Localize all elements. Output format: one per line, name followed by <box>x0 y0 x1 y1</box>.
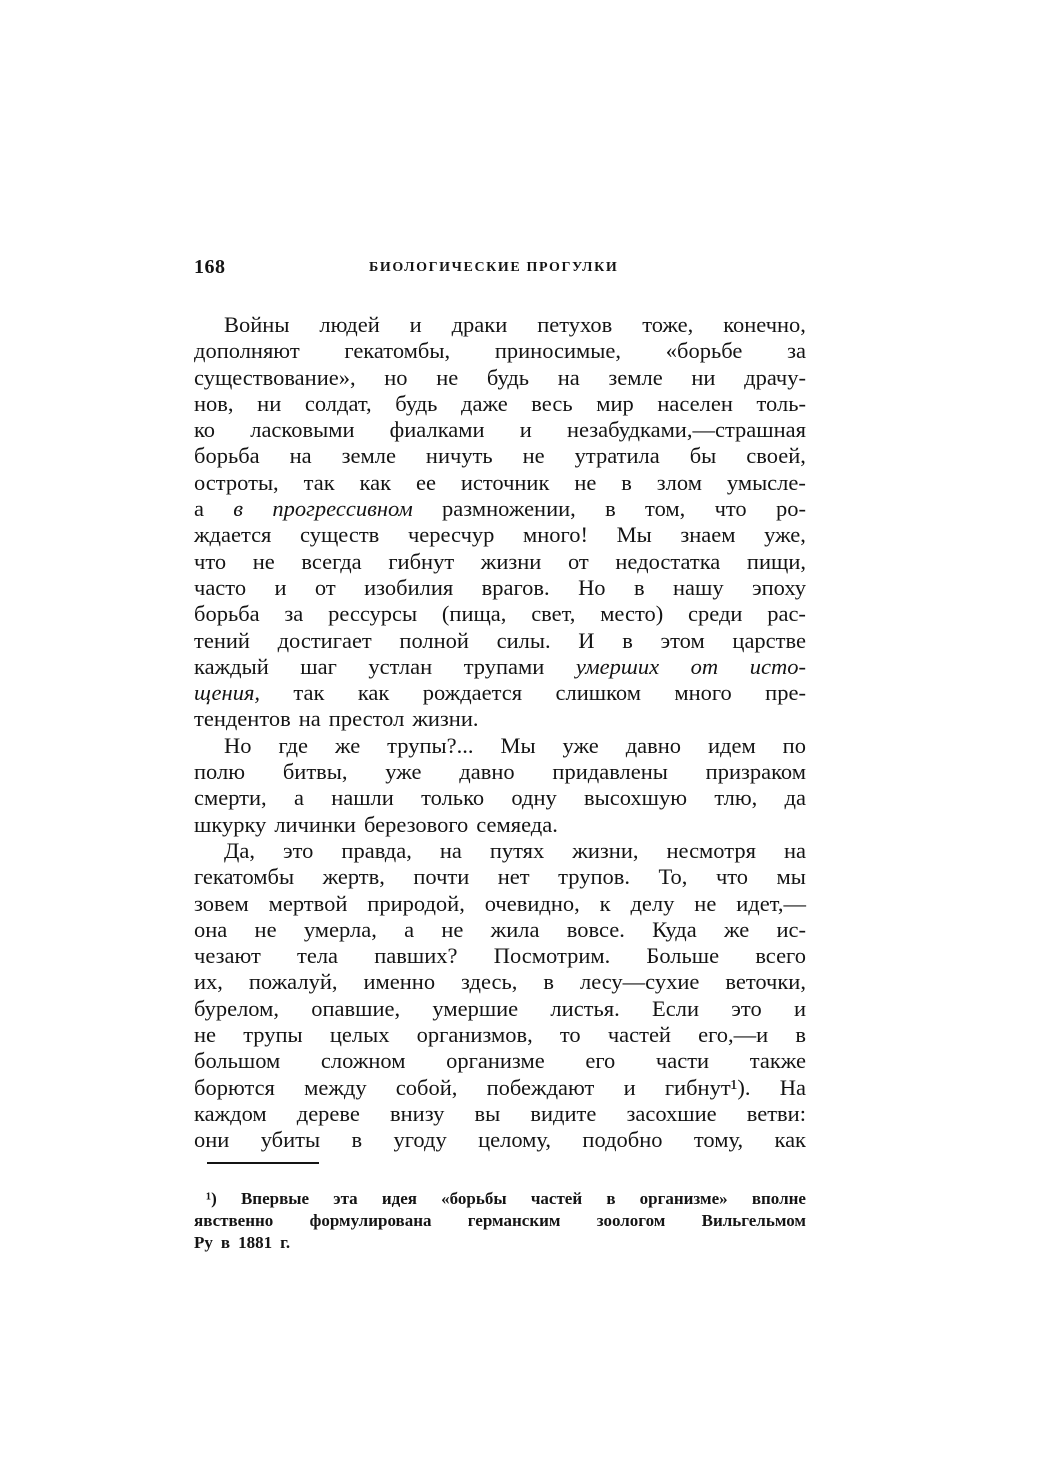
word: тела <box>297 943 339 969</box>
word: на <box>439 837 462 863</box>
text-line <box>194 312 806 338</box>
word: делу <box>630 890 675 916</box>
word: чересчур <box>407 522 495 548</box>
word: размножении, <box>442 496 576 522</box>
word: призраком <box>705 759 806 785</box>
word: за <box>284 601 304 627</box>
text-line <box>194 391 806 417</box>
word: То, <box>658 864 688 890</box>
word: царстве <box>732 627 806 653</box>
word: чезают <box>194 943 261 969</box>
word: бы <box>689 443 717 469</box>
word: что <box>715 864 749 890</box>
text-line <box>194 549 806 575</box>
word: много <box>674 680 732 706</box>
word: щения, <box>194 680 261 706</box>
word: организме» <box>639 1189 728 1208</box>
word: правда, <box>341 837 412 863</box>
word: угоду <box>393 1127 447 1153</box>
word: давно <box>625 732 682 758</box>
word: в <box>633 574 645 600</box>
word: личинки <box>274 811 356 837</box>
word: павших? <box>374 943 458 969</box>
word: престол <box>328 706 405 732</box>
word: силы. <box>496 627 551 653</box>
text-line <box>194 759 806 785</box>
word: подобно <box>582 1127 663 1153</box>
word: бурелом, <box>194 995 279 1021</box>
word: среди <box>688 601 743 627</box>
word: формулирована <box>309 1211 432 1230</box>
word: на <box>783 837 806 863</box>
word: людей <box>319 312 380 337</box>
word: Да, <box>224 837 255 863</box>
word: в <box>621 469 632 495</box>
word: одну <box>511 785 557 811</box>
word: умерших <box>575 653 660 679</box>
word: а <box>194 496 204 522</box>
word: зовем <box>194 890 249 916</box>
word: вы <box>474 1100 501 1126</box>
word: так <box>293 680 325 706</box>
word: существование», <box>194 364 356 390</box>
word: лесу—сухие <box>579 969 700 995</box>
word: утратила <box>574 443 660 469</box>
word: свет, <box>531 601 576 627</box>
word: его <box>585 1048 616 1074</box>
word: да <box>784 785 806 811</box>
word: тоже, <box>642 312 694 337</box>
word: что <box>194 548 227 574</box>
word: нов, <box>194 390 234 416</box>
word: злом <box>656 469 702 495</box>
word: знаем <box>680 522 736 548</box>
word: ласковыми <box>250 417 355 443</box>
word: веточки, <box>725 969 806 995</box>
word: трупами <box>463 653 545 679</box>
text-line <box>194 628 806 654</box>
word: населен <box>657 390 733 416</box>
word: мир <box>596 390 634 416</box>
word: организме <box>446 1048 545 1074</box>
word: Войны <box>224 312 290 337</box>
word: здесь, <box>461 969 518 995</box>
word: в <box>605 496 616 522</box>
word: к <box>599 890 611 916</box>
word: побеждают <box>486 1074 595 1100</box>
word: как <box>774 1127 806 1153</box>
page-number: 168 <box>194 256 226 278</box>
word: в <box>543 969 554 995</box>
word: не <box>522 443 545 469</box>
word: том, <box>645 496 686 522</box>
word: борьба <box>194 601 260 627</box>
word: также <box>749 1048 806 1074</box>
word: уже, <box>764 522 806 548</box>
text-line <box>194 917 806 943</box>
word: ничуть <box>425 443 493 469</box>
word: жертв, <box>322 864 385 890</box>
word: в <box>795 1022 806 1048</box>
word: фиалками <box>389 417 485 443</box>
word: на <box>298 706 321 732</box>
text-line <box>194 864 806 890</box>
word: засохшие <box>626 1100 717 1126</box>
word: существ <box>300 522 380 548</box>
word: Куда <box>652 916 697 942</box>
word: И <box>578 627 595 653</box>
text-line <box>194 1022 806 1048</box>
word: «борьбе <box>665 338 743 364</box>
word: Посмотрим. <box>493 943 611 969</box>
word: придавлены <box>552 759 668 785</box>
word: рас- <box>767 601 806 627</box>
word: слишком <box>555 680 641 706</box>
word: видите <box>530 1100 597 1126</box>
word: нет <box>497 864 530 890</box>
word: остроты, <box>194 469 279 495</box>
word: своей, <box>746 443 806 469</box>
text-line <box>194 706 806 732</box>
word: не <box>436 364 459 390</box>
word: Мы <box>616 522 652 548</box>
text-line <box>194 812 806 838</box>
word: а <box>293 785 304 811</box>
word: земле <box>341 443 396 469</box>
word: и <box>409 312 422 337</box>
word: полной <box>399 627 469 653</box>
text-line <box>194 733 806 759</box>
text-line <box>194 654 806 680</box>
word: нашли <box>331 785 394 811</box>
word: зоологом <box>596 1211 666 1230</box>
word: Больше <box>646 943 720 969</box>
word: убиты <box>260 1127 321 1153</box>
word: в <box>233 496 244 522</box>
word: смерти, <box>194 785 267 811</box>
word: всегда <box>301 548 362 574</box>
word: так <box>303 469 335 495</box>
footnote-divider <box>207 1162 319 1164</box>
word: от <box>567 548 589 574</box>
word: это <box>731 995 762 1021</box>
word: солдат, <box>304 390 372 416</box>
word: всего <box>755 943 806 969</box>
word: где <box>278 732 308 758</box>
word: и <box>623 1074 636 1100</box>
word: шкурку <box>194 811 267 837</box>
word: нашу <box>672 574 724 600</box>
text-line <box>194 443 806 469</box>
word: не <box>194 1022 217 1048</box>
word: трупы <box>243 1022 303 1048</box>
word: и <box>519 417 532 443</box>
body-text <box>194 312 806 1154</box>
word: 1881 <box>238 1233 273 1252</box>
word: недостатка <box>615 548 721 574</box>
word: но <box>384 364 408 390</box>
word: будь <box>395 390 438 416</box>
word: ни <box>257 390 282 416</box>
word: ро- <box>775 496 806 522</box>
footnote-line <box>194 1210 806 1232</box>
word: тений <box>194 627 250 653</box>
word: жизни. <box>412 706 479 732</box>
word: то <box>559 1022 581 1048</box>
word: не <box>441 916 464 942</box>
word: дополняют <box>194 338 300 364</box>
word: на <box>289 443 312 469</box>
word: как <box>359 469 392 495</box>
text-line <box>194 338 806 364</box>
word: по <box>782 732 806 758</box>
word: врагов. <box>481 574 550 600</box>
word: г. <box>280 1233 291 1252</box>
text-line <box>194 943 806 969</box>
word: не <box>254 916 277 942</box>
word: эта <box>333 1189 358 1208</box>
word: ее <box>415 469 436 495</box>
word: за <box>787 338 806 364</box>
word: Вильгельмом <box>701 1211 806 1230</box>
word: весь <box>531 390 573 416</box>
word: гекатомбы <box>194 864 295 890</box>
word: собой, <box>395 1074 458 1100</box>
word: умершие <box>432 995 519 1021</box>
word: «борьбы <box>441 1189 507 1208</box>
text-line <box>194 969 806 995</box>
word: исто- <box>749 653 806 679</box>
word: не <box>694 890 717 916</box>
word: это <box>282 837 314 863</box>
word: опавшие, <box>311 995 401 1021</box>
word: уже <box>385 759 422 785</box>
word: мертвой <box>268 890 348 916</box>
word: драки <box>451 312 508 337</box>
word: вовсе. <box>566 916 625 942</box>
word: ис- <box>776 916 806 942</box>
text-line <box>194 470 806 496</box>
word: приносимые, <box>494 338 622 364</box>
footnote <box>194 1188 806 1254</box>
word: петухов <box>537 312 613 337</box>
word: (пища, <box>441 601 507 627</box>
word: организмов, <box>416 1022 533 1048</box>
word: вполне <box>751 1189 806 1208</box>
word: прогрессивном <box>272 496 413 522</box>
word: идем <box>708 732 756 758</box>
word: Впервые <box>240 1189 310 1208</box>
word: драчу- <box>744 364 806 390</box>
word: семяеда. <box>476 811 558 837</box>
word: высохшую <box>584 785 688 811</box>
word: очевидно, <box>484 890 580 916</box>
word: она <box>194 916 228 942</box>
word: гекатомбы, <box>344 338 451 364</box>
word: даже <box>461 390 508 416</box>
word: а <box>404 916 415 942</box>
word: идея <box>381 1189 417 1208</box>
word: жизни <box>480 548 542 574</box>
word: гибнут¹). <box>664 1074 751 1100</box>
word: несмотря <box>666 837 756 863</box>
word: частей <box>530 1189 583 1208</box>
word: почти <box>413 864 470 890</box>
word: целому, <box>478 1127 552 1153</box>
word: они <box>194 1127 230 1153</box>
word: идет,— <box>736 890 806 916</box>
word: Если <box>652 995 699 1021</box>
word: только <box>421 785 485 811</box>
word: именно <box>363 969 436 995</box>
word: и <box>793 995 806 1021</box>
word: незабудками,—страшная <box>566 417 806 443</box>
word: много! <box>523 522 588 548</box>
footnote-line <box>194 1232 806 1254</box>
word: в <box>622 627 633 653</box>
word: каждом <box>194 1100 267 1126</box>
word: трупов. <box>558 864 630 890</box>
text-line <box>194 417 806 443</box>
word: источник <box>460 469 550 495</box>
word: достигает <box>277 627 372 653</box>
text-line <box>194 601 806 627</box>
text-line <box>194 996 806 1022</box>
word: пищи, <box>746 548 806 574</box>
word: его,—и <box>698 1022 769 1048</box>
running-head <box>194 256 806 282</box>
word: же <box>334 732 361 758</box>
word: между <box>304 1074 367 1100</box>
word: рессурсы <box>328 601 418 627</box>
word: германским <box>467 1211 561 1230</box>
word: не <box>252 548 275 574</box>
word: Ру <box>194 1233 213 1252</box>
word: каждый <box>194 653 269 679</box>
word: ни <box>691 364 716 390</box>
word: их, <box>194 969 223 995</box>
word: тому, <box>693 1127 744 1153</box>
text-line <box>194 1075 806 1101</box>
word: что <box>714 496 747 522</box>
text-line <box>194 1127 806 1153</box>
word: Мы <box>500 732 536 758</box>
word: устлан <box>368 653 433 679</box>
word: природой, <box>367 890 465 916</box>
word: явственно <box>194 1211 274 1230</box>
word: целых <box>329 1022 390 1048</box>
word: от <box>690 653 719 679</box>
word: умысле- <box>726 469 806 495</box>
word: как <box>357 680 390 706</box>
word: борьба <box>194 443 260 469</box>
word: жизни, <box>572 837 639 863</box>
word: в <box>351 1127 363 1153</box>
text-line <box>194 522 806 548</box>
word: же <box>723 916 750 942</box>
text-line <box>194 1048 806 1074</box>
word: умерла, <box>303 916 377 942</box>
footnote-line <box>194 1188 806 1210</box>
word: Но <box>224 732 252 758</box>
running-title: БИОЛОГИЧЕСКИЕ ПРОГУЛКИ <box>369 260 619 275</box>
word: изобилия <box>364 574 454 600</box>
word: часто <box>194 574 247 600</box>
word: место) <box>600 601 664 627</box>
word: полю <box>194 759 246 785</box>
word: пре- <box>765 680 806 706</box>
word: дереве <box>296 1100 360 1126</box>
word: сложном <box>320 1048 406 1074</box>
word: толь- <box>756 390 806 416</box>
text-line <box>194 838 806 864</box>
text-line <box>194 891 806 917</box>
text-line <box>194 1101 806 1127</box>
word: путях <box>489 837 545 863</box>
word: ждается <box>194 522 272 548</box>
word: листья. <box>550 995 620 1021</box>
word: тендентов <box>194 706 291 732</box>
word: жила <box>490 916 540 942</box>
word: битвы, <box>282 759 348 785</box>
word: пожалуй, <box>248 969 338 995</box>
word: уже <box>562 732 599 758</box>
footnote-marker: ¹) <box>206 1189 217 1208</box>
word: не <box>574 469 597 495</box>
word: эпоху <box>751 574 806 600</box>
word: трупы?... <box>387 732 474 758</box>
word: частей <box>607 1022 671 1048</box>
word: березового <box>363 811 469 837</box>
text-line <box>194 680 806 706</box>
word: тлю, <box>714 785 758 811</box>
text-line <box>194 365 806 391</box>
word: борются <box>194 1074 275 1100</box>
word: в <box>606 1189 616 1208</box>
word: и <box>274 574 287 600</box>
word: на <box>557 364 580 390</box>
text-line <box>194 785 806 811</box>
word: рождается <box>422 680 523 706</box>
word: мы <box>776 864 806 890</box>
word: внизу <box>390 1100 445 1126</box>
word: земле <box>608 364 663 390</box>
word: от <box>314 574 336 600</box>
word: конечно, <box>723 312 806 337</box>
word: этом <box>660 627 705 653</box>
word: большом <box>194 1048 281 1074</box>
word: Но <box>578 574 606 600</box>
text-line <box>194 496 806 522</box>
word: ветви: <box>746 1100 806 1126</box>
word: На <box>779 1074 806 1100</box>
word: шаг <box>300 653 337 679</box>
word: ко <box>194 417 216 443</box>
word: части <box>655 1048 710 1074</box>
text-line <box>194 575 806 601</box>
word: гибнут <box>388 548 455 574</box>
word: давно <box>459 759 515 785</box>
word: будь <box>486 364 530 390</box>
word: в <box>220 1233 231 1252</box>
